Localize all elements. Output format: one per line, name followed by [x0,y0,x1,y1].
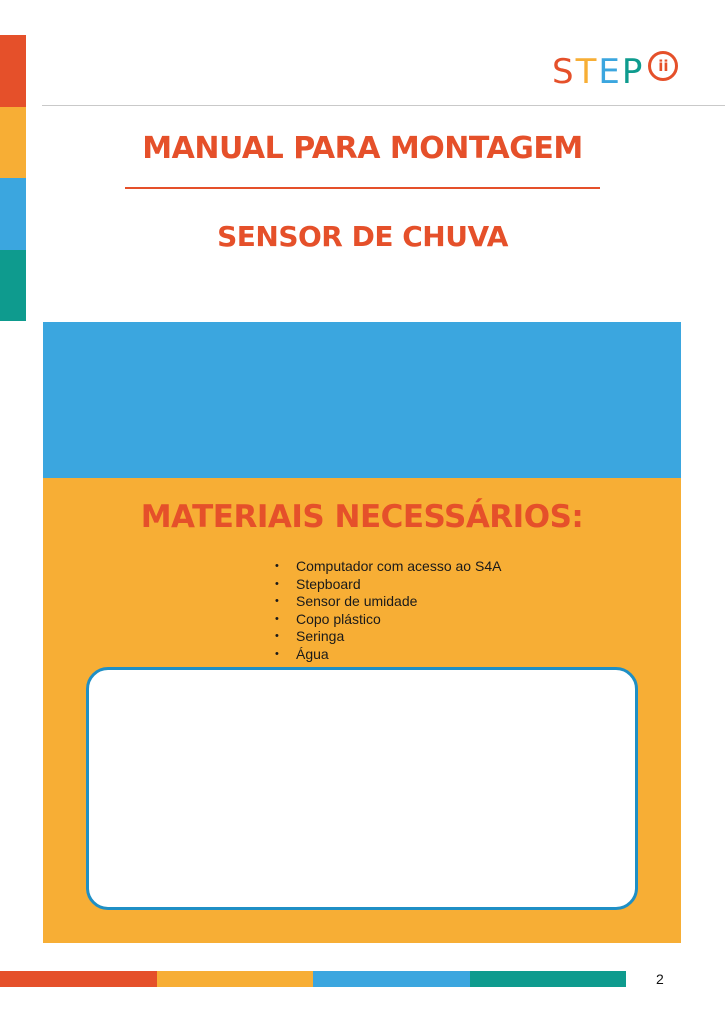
materials-item: • Computador com acesso ao S4A [275,558,501,576]
logo-letter-p: P [621,52,645,92]
footer-bar-blue [313,971,470,987]
blue-banner [43,322,681,478]
step-logo [552,52,678,92]
title-underline [125,187,600,189]
side-strip-teal [0,250,26,322]
materials-item: • Sensor de umidade [275,593,501,611]
page-number: 2 [656,971,664,987]
materials-list [275,558,501,664]
side-color-strip [0,35,26,321]
logo-badge-text: ii [658,56,669,75]
side-strip-orange [0,35,26,107]
materials-section [43,478,681,943]
materials-item: • Stepboard [275,576,501,594]
footer-bar-teal [470,971,627,987]
materials-item: • Seringa [275,628,501,646]
header-divider [42,105,725,106]
materials-item: • Copo plástico [275,611,501,629]
step-logo-wordmark [552,52,644,92]
logo-letter-t: T [575,52,599,92]
footer-bar-orange [0,971,157,987]
logo-letter-e: E [598,52,622,92]
image-placeholder-frame [86,667,638,910]
page-subtitle: SENSOR DE CHUVA [217,220,508,253]
logo-letter-s: S [552,52,576,92]
page-title: MANUAL PARA MONTAGEM [142,131,583,166]
logo-badge-icon [648,51,678,81]
materials-heading: MATERIAIS NECESSÁRIOS: [140,499,584,535]
footer-color-bar [0,971,626,987]
materials-item: • Água [275,646,501,664]
footer-bar-yellow [157,971,314,987]
